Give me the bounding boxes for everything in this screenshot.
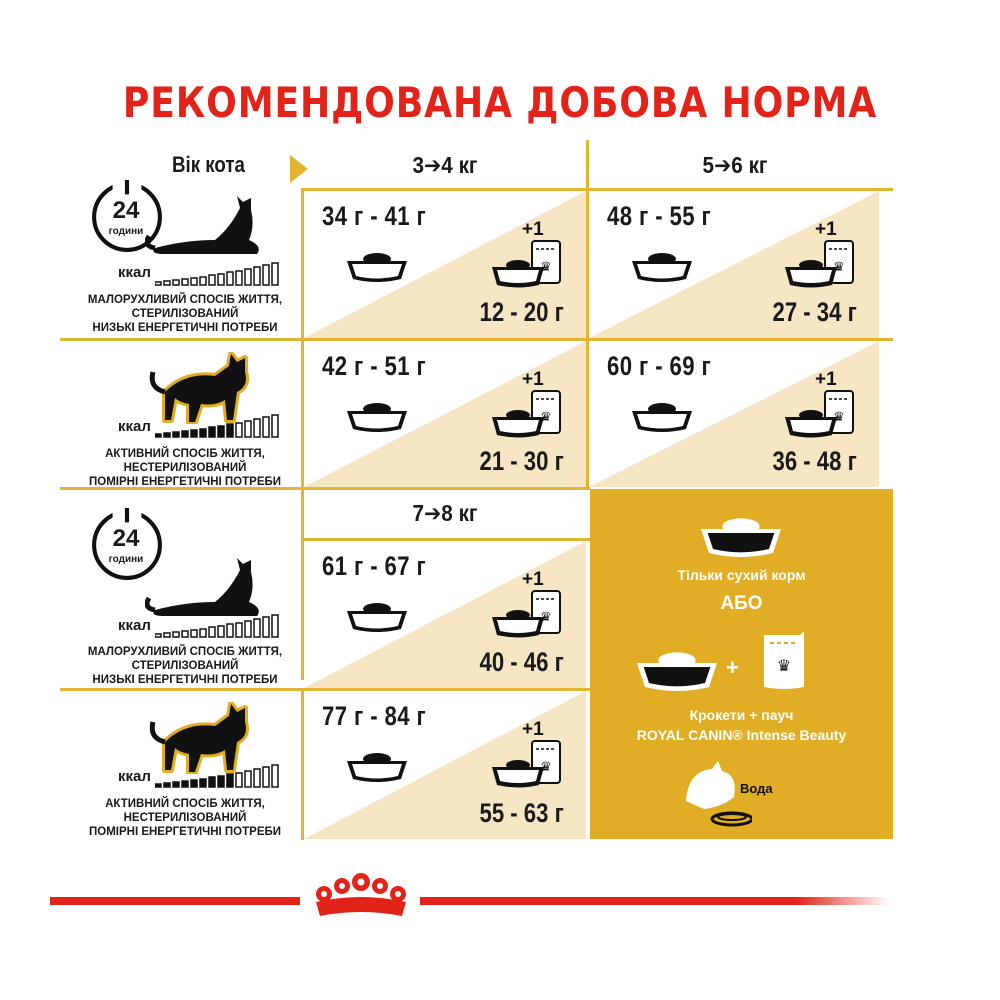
dry-bowl-icon: [634, 647, 720, 695]
dry-amount: 60 г - 69 г: [607, 351, 712, 381]
legend-combo-line1: Крокети + пауч: [689, 707, 794, 723]
legend-panel: [590, 489, 893, 839]
cat-lying-icon: [145, 550, 265, 622]
cat-drinking-icon: [682, 761, 752, 831]
wet-amount: 27 - 34 г: [772, 297, 857, 327]
bowl-pouch-icon: [492, 719, 564, 791]
wet-amount: 55 - 63 г: [479, 798, 564, 828]
feeding-cell: [304, 541, 586, 688]
feeding-cell: [304, 341, 586, 487]
bowl-pouch-icon: [492, 369, 564, 441]
page-title: РЕКОМЕНДОВАНА ДОБОВА НОРМА: [122, 78, 878, 127]
clock-number: 24: [112, 525, 140, 552]
kcal-label: ккал: [118, 264, 151, 281]
wet-amount: 36 - 48 г: [772, 446, 857, 476]
dry-amount: 77 г - 84 г: [322, 701, 427, 731]
bowl-pouch-icon: [785, 219, 857, 291]
wet-amount: 40 - 46 г: [479, 647, 564, 677]
lifestyle-text: МАЛОРУХЛИВИЙ СПОСІБ ЖИТТЯ, СТЕРИЛІЗОВАНИЙ НИЗЬКІ ЕНЕРГЕТИЧНІ ПОТРЕБИ: [87, 294, 283, 334]
dry-amount: 48 г - 55 г: [607, 201, 712, 231]
kcal-scale-icon: [155, 614, 290, 638]
weight-header-3-4: 3➔4 кг: [412, 152, 478, 178]
weight-header-7-8: 7➔8 кг: [412, 500, 478, 526]
lifestyle-text: АКТИВНИЙ СПОСІБ ЖИТТЯ, НЕСТЕРИЛІЗОВАНИЙ ПОМІРНІ ЕНЕРГЕТИЧНІ ПОТРЕБИ: [88, 448, 282, 488]
feeding-cell: [304, 691, 586, 839]
lifestyle-text: МАЛОРУХЛИВИЙ СПОСІБ ЖИТТЯ, СТЕРИЛІЗОВАНИЙ НИЗЬКІ ЕНЕРГЕТИЧНІ ПОТРЕБИ: [87, 646, 283, 686]
feeding-cell: [304, 191, 586, 338]
kcal-scale-icon: [155, 414, 290, 438]
clock-unit: години: [108, 554, 144, 565]
dry-bowl-icon: [344, 399, 410, 435]
kcal-scale-icon: [155, 262, 290, 286]
dry-bowl-icon: [344, 749, 410, 785]
weight-header-5-6: 5➔6 кг: [702, 152, 768, 178]
age-label: Вік кота: [172, 152, 245, 177]
pouch-icon: [760, 631, 808, 691]
bowl-pouch-icon: [492, 219, 564, 291]
royal-canin-crown-logo: [306, 872, 416, 922]
clock-unit: години: [108, 226, 144, 237]
feeding-cell: [589, 341, 879, 487]
legend-plus: +: [726, 655, 739, 680]
dry-bowl-icon: [629, 399, 695, 435]
kcal-scale-icon: [155, 764, 290, 788]
kcal-label: ккал: [118, 617, 151, 634]
wet-amount: 12 - 20 г: [479, 297, 564, 327]
kcal-label: ккал: [118, 418, 151, 435]
dry-amount: 42 г - 51 г: [322, 351, 427, 381]
bowl-pouch-icon: [492, 569, 564, 641]
lifestyle-text: АКТИВНИЙ СПОСІБ ЖИТТЯ, НЕСТЕРИЛІЗОВАНИЙ ПОМІРНІ ЕНЕРГЕТИЧНІ ПОТРЕБИ: [88, 798, 282, 838]
bowl-pouch-icon: [785, 369, 857, 441]
dry-bowl-icon: [344, 599, 410, 635]
svg-text:♛: ♛: [776, 658, 792, 675]
legend-combo-line2: ROYAL CANIN® Intense Beauty: [636, 727, 847, 743]
legend-water: Вода: [740, 781, 773, 796]
clock-number: 24: [112, 197, 140, 224]
dry-amount: 61 г - 67 г: [322, 551, 427, 581]
kcal-label: ккал: [118, 768, 151, 785]
footer-line: [420, 897, 890, 905]
footer-line: [50, 897, 300, 905]
dry-bowl-icon: [344, 249, 410, 285]
dry-amount: 34 г - 41 г: [322, 201, 427, 231]
cat-lying-icon: [145, 188, 265, 260]
legend-dry-only: Тільки сухий корм: [677, 567, 806, 583]
dry-bowl-icon: [629, 249, 695, 285]
arrow-right-icon: [290, 155, 308, 183]
dry-bowl-icon: [698, 513, 784, 561]
wet-amount: 21 - 30 г: [479, 446, 564, 476]
legend-or: АБО: [720, 593, 763, 614]
feeding-cell: [589, 191, 879, 338]
